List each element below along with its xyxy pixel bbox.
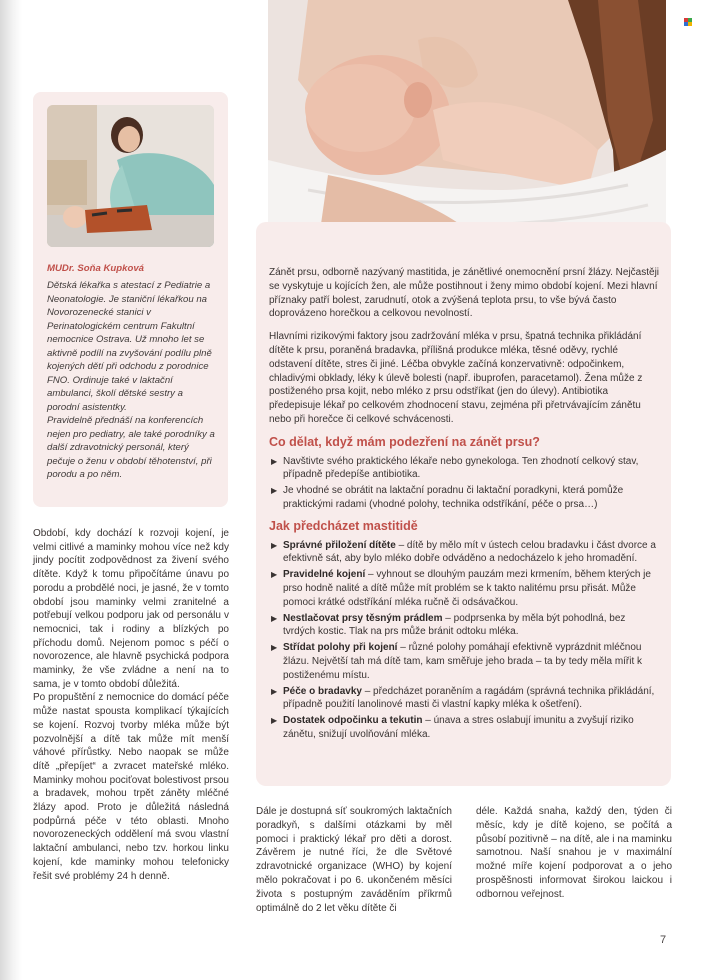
info-paragraph: Zánět prsu, odborně nazývaný mastitida, je zánětlivé onemocnění prsní žlázy. Nejčastěji se vyskytuje u kojících žen, ale může postihnout i ženy mimo období kojení. Mezi hlavní příznaky patří bolest, zarudnutí, otok a zvýšená teplota prsu, to vše bývá často doprovázeno horečkou a celkovou nevolností. [269, 267, 660, 320]
list-item [269, 641, 659, 682]
breastfeeding-photo [268, 0, 666, 245]
bullet-icon: ▶ [271, 456, 278, 466]
list-item [269, 714, 659, 742]
page-number: 7 [660, 934, 667, 946]
info-paragraph: Hlavními rizikovými faktory jsou zadržování mléka v prsu, špatná technika přikládání dítěte k prsu, poraněná bradavka, přílišná produkce mléka, těsné oděvy, rychlé odstavení dítěte, stres či jiné. Léčba obvykle začíná konzervativně: odpočinkem, chladivými obklady, léky k úlevě bolesti (např. ibuprofen, paracetamol). Žena může z postiženého prsa kojit, nebo mléko z prsu odstříkat (jen do úlevy). Antibiotika předepisuje lékař po celkovém zhodnocení stavu, zejména při přetrvávajícím zánětu nebo při horečce či celkové schvácenosti. [269, 331, 643, 425]
list-item-text: – dítě by mělo mít v ústech celou bradavku i část dvorce a efektivně sát, aby bylo mléko dobře odváděno a nedocházelo k jeho hromadění. [283, 539, 656, 565]
list-item-title: Střídat polohy při kojení [283, 642, 398, 654]
doctor-bio [47, 279, 217, 482]
list-item-text: – vyhnout se dlouhým pauzám mezi krmením, během kterých je prso hodně nalité a dítě může mít problém se k takto nalitému prsu přisát. Může pomoci krátké odstříkání mléka ručně či odsávačkou. [283, 569, 651, 608]
page-edge-shadow [0, 0, 22, 980]
list-item [269, 568, 659, 609]
article-middle-column [256, 805, 452, 915]
list-item-text: Je vhodné se obrátit na laktační poradnu či laktační poradkyni, která pomůže praktickými radami (vhodné polohy, technika odstříkání, péče o prsa…) [283, 485, 624, 510]
article-paragraph: Období, kdy dochází k rozvoji kojení, je velmi citlivé a maminky mohou více než kdy jindy pocítit zodpovědnost za živení svého dítěte. Když k tomu připočítáme únavu po porodu a probdělé noci, je jasné, že v tomto období jsou maminky velmi zranitelné a potřebují velkou podporu jak od personálu v nemocnici, tak i rodiny a blízkých po příchodu domů. Nejenom pomoc s péčí o novorozence, ale hlavně psychická podpora maminky, že vše zvládne a není na to sama, je v tomto období důležitá. [33, 528, 229, 690]
bullet-icon: ▶ [271, 716, 278, 726]
bullet-icon: ▶ [271, 486, 278, 496]
bullet-icon: ▶ [271, 686, 278, 696]
bullet-icon: ▶ [271, 643, 278, 653]
doctor-name: MUDr. Soňa Kupková [47, 263, 145, 274]
publisher-logo [684, 18, 692, 26]
list-item [269, 685, 659, 713]
list-item-title: Péče o bradavky [283, 685, 362, 697]
list-item-text: – podprsenka by měla být pohodlná, bez tvrdých kostic. Tlak na prs může bránit odtoku mléka. [283, 612, 626, 638]
list-item-title: Nestlačovat prsy těsným prádlem [283, 612, 443, 624]
info-card-content [269, 266, 659, 750]
section-heading-what-to-do: Co dělat, když mám podezření na zánět prsu? [269, 434, 540, 449]
what-to-do-list [269, 455, 659, 512]
bullet-icon: ▶ [271, 613, 278, 623]
article-paragraph: déle. Každá snaha, každý den, týden či měsíc, kdy je dítě kojeno, se počítá a působí pozitivně – na dítě, ale i na maminku samotnou. Naší snahou je v maximální možné míře kojení podporovat a o jeho prospěšnosti informovat širokou laickou i odbornou veřejnost. [476, 806, 672, 900]
doctor-bio-paragraph: Pravidelně přednáší na konferencích nejen pro pediatry, ale také porodníky a další zdravotnický personál, který pečuje o ženu v období těhotenství, při porodu a po něm. [47, 415, 215, 480]
doctor-profile-card [33, 92, 228, 507]
list-item [269, 539, 659, 567]
list-item-text: Navštivte svého praktického lékaře nebo gynekologa. Ten zhodnotí celkový stav, případně předepíše antibiotika. [283, 455, 639, 481]
list-item-title: Dostatek odpočinku a tekutin [283, 715, 423, 727]
list-item-text: – různé polohy pomáhají efektivně vyprázdnit mléčnou žlázu. Největší tah má dítě tam, kam směřuje jeho brada – ta by tedy měla mířit k postiženému místu. [283, 642, 643, 681]
list-item-title: Pravidelné kojení [283, 569, 366, 581]
list-item [269, 612, 659, 640]
list-item-text: – předcházet poraněním a ragádám (správná technika přikládání, případně použití lanolinové masti či vlastní kapky mléka k ošetření). [283, 685, 655, 711]
list-item-title: Správné přiložení dítěte [283, 539, 396, 551]
article-left-column [33, 527, 229, 883]
list-item [269, 484, 659, 512]
bullet-icon: ▶ [271, 540, 278, 550]
doctor-photo [47, 105, 214, 247]
article-right-column [476, 805, 672, 902]
bullet-icon: ▶ [271, 570, 278, 580]
list-item [269, 455, 659, 483]
article-paragraph: Dále je dostupná síť soukromých laktačních poradkyň, s dalšími otázkami by měl pomoci i praktický lékař pro děti a dorost. Závěrem je nutné říci, že dle Světové zdravotnické organizace (WHO) by kojení mělo pokračovat i po 6. ukončeném měsíci života s postupným zaváděním příkrmů optimálně do 2 let věku dítěte či [256, 806, 452, 914]
mastitis-info-card [256, 222, 671, 786]
list-item-text: – únava a stres oslabují imunitu a zvyšují riziko zánětu, snižují uvolňování mléka. [283, 715, 634, 740]
section-heading-prevention: Jak předcházet mastitidě [269, 518, 418, 533]
doctor-bio-paragraph: Dětská lékařka s atestací z Pediatrie a Neonatologie. Je staniční lékařkou na Novorozenecké stanici v Perinatologickém centrum Fakultní nemocnice Ostrava. Už mnoho let se aktivně podílí na zvyšování podílu plně kojených dětí při odchodu z porodnice FNO. Ordinuje také v laktační ambulanci, školí dětské sestry a porodní asistentky. [47, 280, 212, 413]
article-paragraph: Po propuštění z nemocnice do domácí péče může nastat spousta komplikací týkajících se kojení. Rozvoj tvorby mléka může být pozvolnější a dítě tak může mít menší váhové přírůstky. Nebo naopak se může dítě „přepíjet“ a zvracet mateřské mléko. Maminky mohou pociťovat bolestivost prsou a bradavek, mohou trpět záněty mléčné žlázy apod. Proto je důležitá následná podpůrná péče v této oblasti. Mnoho novorozeneckých oddělení má svou vlastní laktační ambulanci, nebo tzv. horkou linku kojení, kde maminky mohou telefonicky řešit své problémy 24 h denně. [33, 692, 229, 882]
prevention-list [269, 539, 659, 742]
